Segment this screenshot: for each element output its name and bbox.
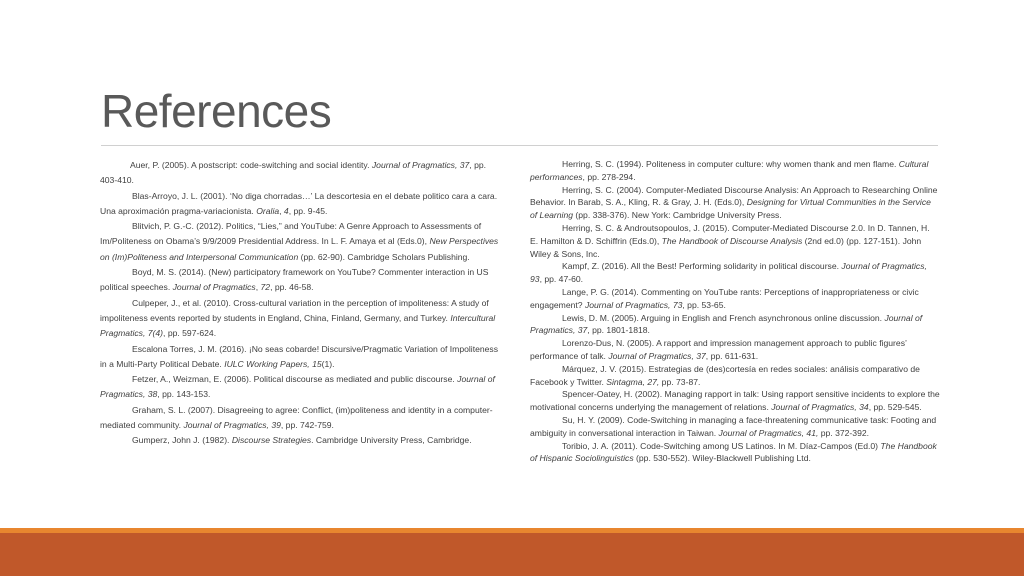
reference-item: Fetzer, A., Weizman, E. (2006). Political discourse as mediated and public discourse. Journal of Pragmatics, 38, pp. 143-153. (100, 374, 495, 400)
reference-item: Márquez, J. V. (2015). Estrategias de (des)cortesía en redes sociales: análisis comparativo de Facebook y Twitter. Sintagma, 27, pp. 73-87. (530, 363, 920, 387)
reference-item: Toribio, J. A. (2011). Code-Switching among US Latinos. In M. Díaz-Campos (Ed.0) The Handbook of Hispanic Sociolinguistics (pp. 530-552). Wiley-Blackwell Publishing Ltd. (530, 440, 937, 464)
reference-item: Su, H. Y. (2009). Code-Switching in managing a face-threatening communicative task: Footing and ambiguity in conversational interaction in Taiwan. Journal of Pragmatics, 41, pp. 372-392. (530, 414, 937, 438)
reference-item: Gumperz, John J. (1982). Discourse Strategies. Cambridge University Press, Cambridge. (132, 435, 472, 446)
reference-item: Herring, S. C. (2004). Computer-Mediated Discourse Analysis: An Approach to Researching Online Behavior. In Barab, S. A., Kling, R. & Gray, J. H. (Eds.0), Designing for Virtual Communities in the Service of Learning (pp. 338-376). New York: Cambridge University Press. (530, 184, 938, 221)
references-column-left (100, 158, 505, 449)
reference-item: Graham, S. L. (2007). Disagreeing to agree: Conflict, (im)politeness and identity in a computer-mediated community. Journal of Pragmatics, 39, pp. 742-759. (100, 404, 493, 431)
reference-item: Kampf, Z. (2016). All the Best! Performing solidarity in political discourse. Journal of Pragmatics, 93, pp. 47-60. (530, 261, 927, 285)
slide-title: References (101, 85, 332, 137)
reference-item: Lewis, D. M. (2005). Arguing in English and French asynchronous online discussion. Journal of Pragmatics, 37, pp. 1801-1818. (530, 312, 923, 336)
footer-accent-bar (0, 533, 1024, 576)
reference-item: Escalona Torres, J. M. (2016). ¡No seas cobarde! Discursive/Pragmatic Variation of Impoliteness in a Multi-Party Political Debate. IULC Working Papers, 15(1). (100, 343, 499, 369)
reference-item: Spencer-Oatey, H. (2002). Managing rapport in talk: Using rapport sensitive incidents to explore the motivational concerns underlying the management of relations. Journal of Pragmatics, 34, pp. 529-545. (530, 389, 940, 413)
reference-item: Herring, S. C. & Androutsopoulos, J. (2015). Computer-Mediated Discourse 2.0. In D. Tannen, H. E. Hamilton & D. Schiffrin (Eds.0), The Handbook of Discourse Analysis (2nd ed.0) (pp. 127-151). John Wiley & Sons, Inc. (530, 222, 930, 259)
reference-item: Blitvich, P. G.-C. (2012). Politics, “Lies,” and YouTube: A Genre Approach to Assessments of Im/Politeness on Obama’s 9/9/2009 Presidential Address. In L. F. Amaya et al (Eds.0), New Perspectives on (Im)Politeness and Interpersonal Communication (pp. 62-90). Cambridge Scholars Publishing. (100, 221, 499, 262)
reference-item: Lorenzo-Dus, N. (2005). A rapport and impression management approach to public figures’ performance of talk. Journal of Pragmatics, 37, pp. 611-631. (530, 338, 907, 361)
reference-item: Herring, S. C. (1994). Politeness in computer culture: why women thank and men flame. Cultural performances, pp. 278-294. (530, 159, 929, 182)
reference-item: Blas-Arroyo, J. L. (2001). ‘No diga chorradas…’ La descortesia en el debate politico cara a cara. Una aproximación pragma-variacionista. Oralia, 4, pp. 9-45. (100, 190, 498, 216)
reference-item: Culpeper, J., et al. (2010). Cross-cultural variation in the perception of impoliteness: A study of impoliteness events reported by students in England, China, Finland, Germany, and Turkey. Intercultural Pragmatics, 7(4), pp. 597-624. (100, 297, 496, 339)
reference-item: Auer, P. (2005). A postscript: code-switching and social identity. Journal of Pragmatics, 37, pp. 403-410. (100, 160, 487, 186)
reference-item: Lange, P. G. (2014). Commenting on YouTube rants: Perceptions of inappropriateness or civic engagement? Journal of Pragmatics, 73, pp. 53-65. (530, 286, 919, 310)
reference-item: Boyd, M. S. (2014). (New) participatory framework on YouTube? Commenter interaction in US political speeches. Journal of Pragmatics, 72, pp. 46-58. (100, 267, 489, 293)
references-column-right (530, 158, 940, 465)
title-divider (101, 145, 938, 146)
